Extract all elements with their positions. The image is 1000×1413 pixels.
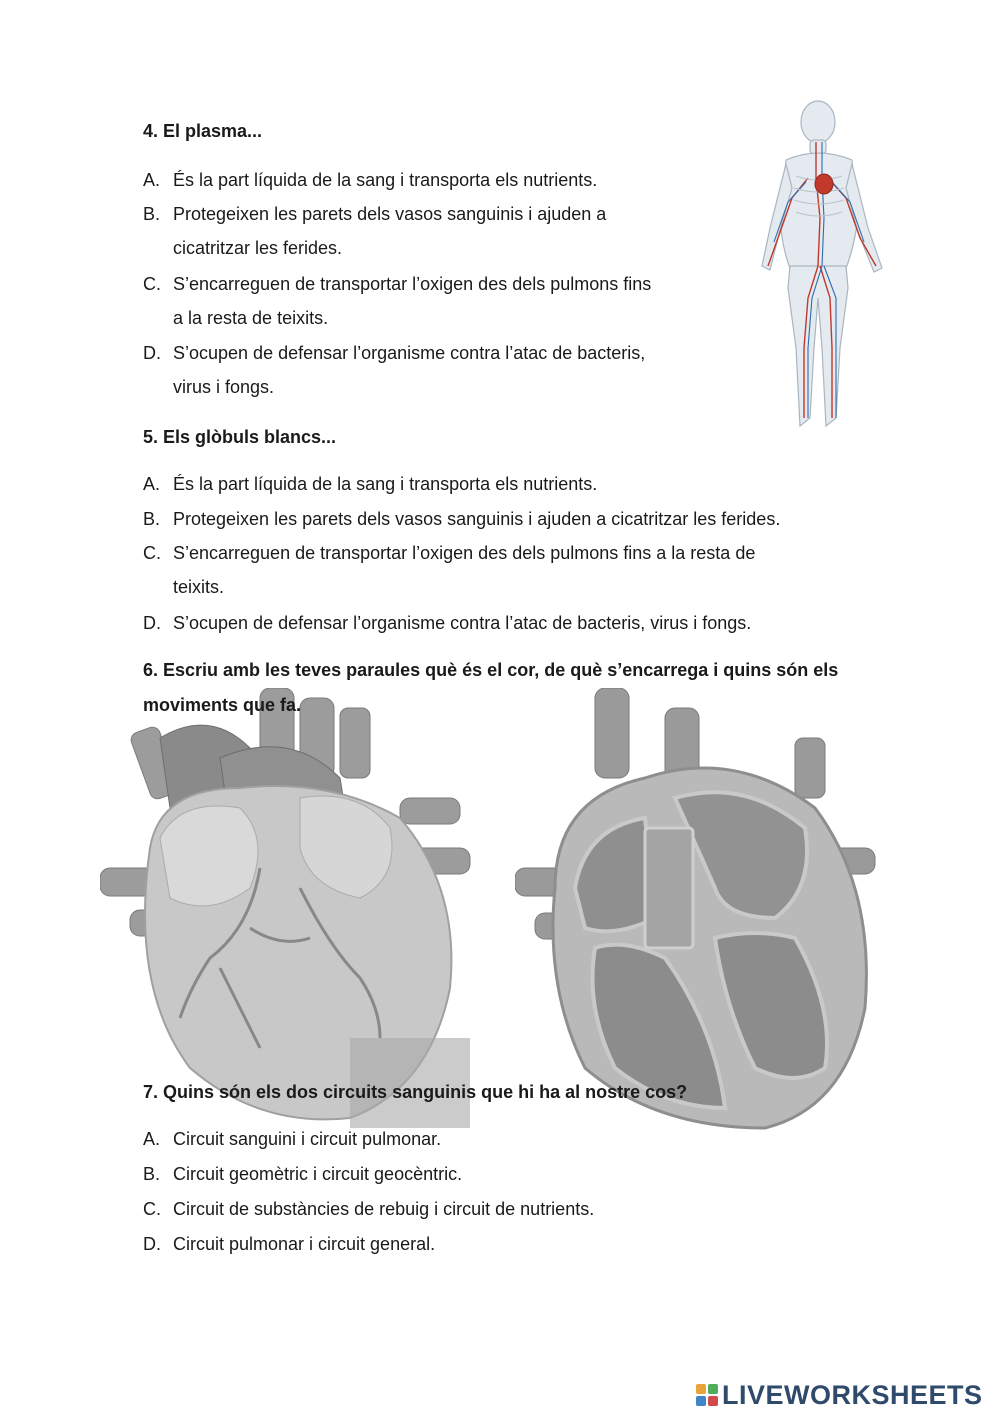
question-5-option-a[interactable]: A. És la part líquida de la sang i transporta els nutrients.	[143, 474, 598, 494]
question-4-option-b[interactable]: B. Protegeixen les parets dels vasos sanguinis i ajuden a cicatritzar les ferides.	[143, 204, 607, 258]
liveworksheets-logo	[696, 1378, 983, 1412]
question-5-option-d[interactable]: D. S’ocupen de defensar l’organisme contra l’atac de bacteris, virus i fongs.	[143, 613, 752, 633]
question-6-title: 6. Escriu amb les teves paraules què és el cor, de què s’encarrega i quins són els moviments que fa.	[143, 660, 839, 715]
heart-cross-section-illustration	[515, 688, 880, 1130]
question-7-option-d[interactable]: D. Circuit pulmonar i circuit general.	[143, 1234, 436, 1254]
question-4-title: 4. El plasma...	[143, 121, 263, 141]
question-4-option-a[interactable]: A. És la part líquida de la sang i transporta els nutrients.	[143, 170, 598, 190]
question-5-option-c[interactable]: C. S’encarreguen de transportar l’oxigen des dels pulmons fins a la resta de teixits.	[143, 543, 756, 597]
question-4-option-d[interactable]: D. S’ocupen de defensar l’organisme contra l’atac de bacteris, virus i fongs.	[143, 343, 646, 397]
heart-exterior-illustration	[100, 688, 480, 1128]
question-7-title: 7. Quins són els dos circuits sanguinis que hi ha al nostre cos?	[143, 1082, 688, 1102]
question-4-option-c[interactable]: C. S’encarreguen de transportar l’oxigen des dels pulmons fins a la resta de teixits.	[143, 274, 652, 328]
logo-grid-icon	[696, 1384, 718, 1406]
question-7-option-c[interactable]: C. Circuit de substàncies de rebuig i circuit de nutrients.	[143, 1199, 595, 1219]
question-5-option-b[interactable]: B. Protegeixen les parets dels vasos sanguinis i ajuden a cicatritzar les ferides.	[143, 509, 781, 529]
logo-text: LIVEWORKSHEETS	[722, 1379, 983, 1410]
circulatory-system-body-illustration	[748, 98, 898, 440]
question-7-option-a[interactable]: A. Circuit sanguini i circuit pulmonar.	[143, 1129, 442, 1149]
question-5-title: 5. Els glòbuls blancs...	[143, 427, 337, 447]
question-7-option-b[interactable]: B. Circuit geomètric i circuit geocèntric.	[143, 1164, 463, 1184]
